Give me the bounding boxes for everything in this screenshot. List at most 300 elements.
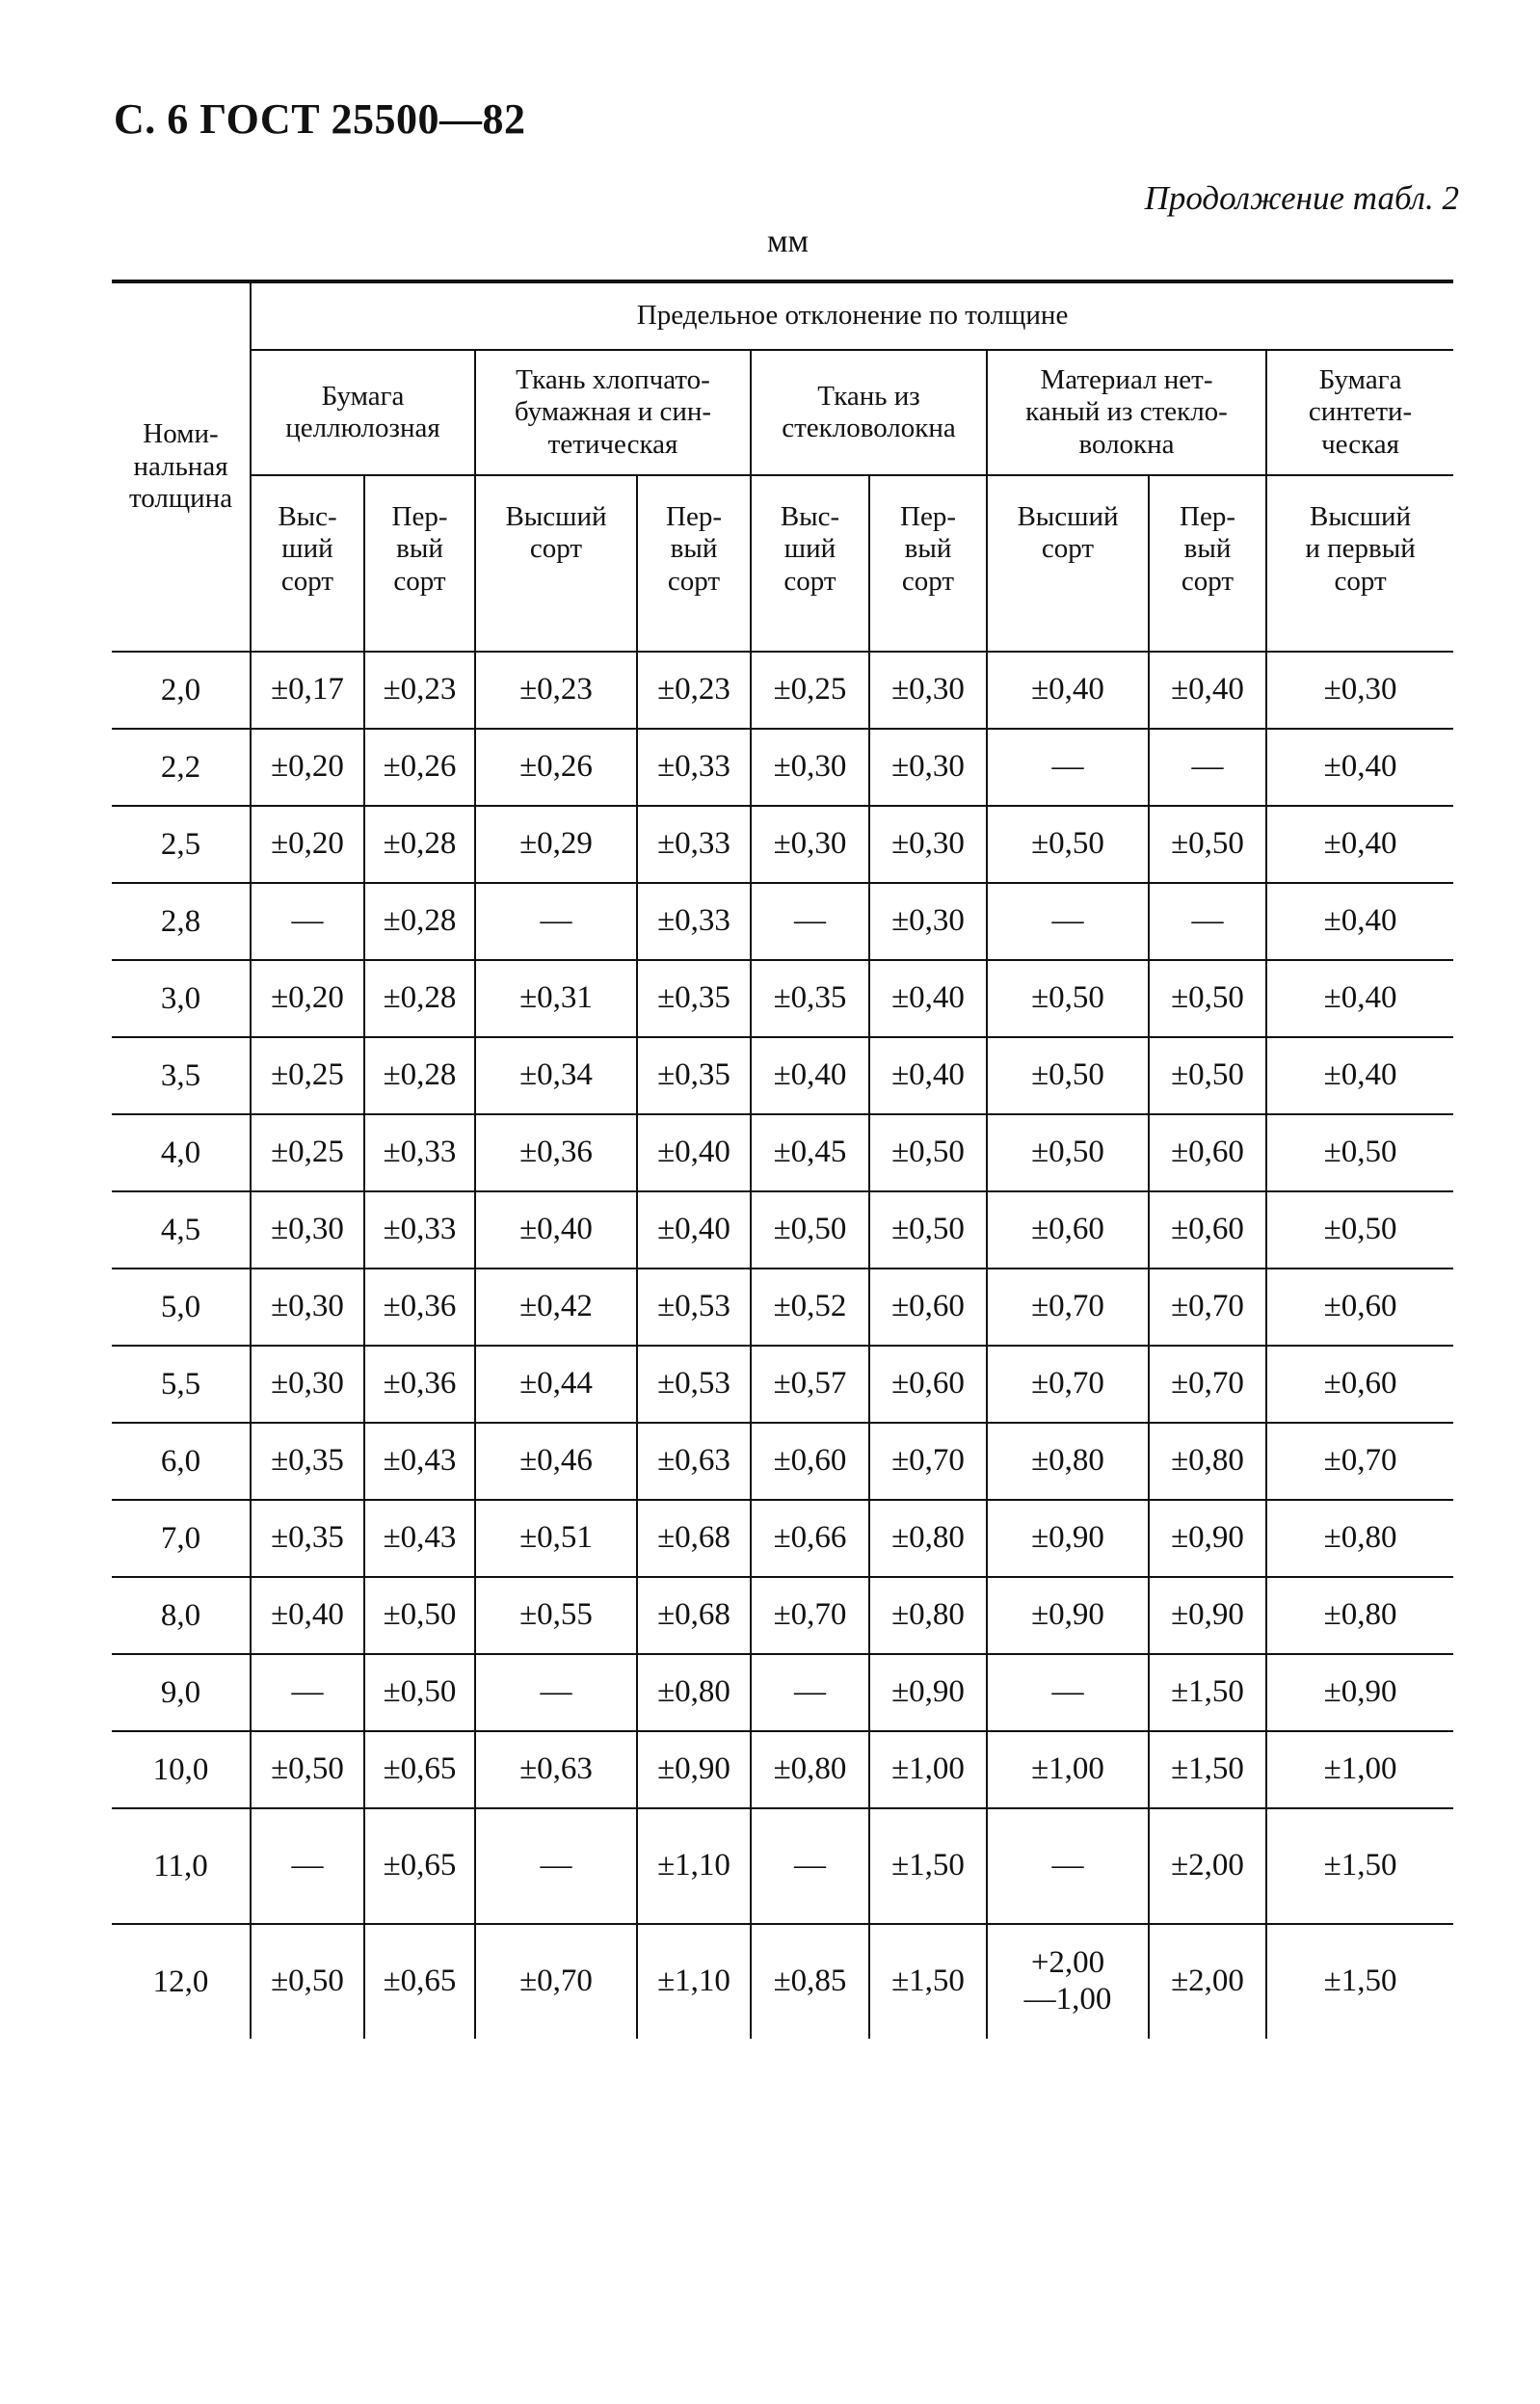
deviation-cell	[637, 1654, 751, 1731]
table-row	[112, 1346, 1453, 1423]
deviation-value: ±0,33	[657, 749, 730, 785]
deviation-value: ±0,40	[773, 1057, 847, 1093]
deviation-cell	[869, 1500, 987, 1577]
deviation-cell	[364, 1114, 475, 1191]
deviation-value: ±0,63	[519, 1751, 593, 1787]
deviation-cell	[869, 1924, 987, 2039]
deviation-value: ±0,53	[657, 1366, 730, 1402]
deviation-cell	[751, 1346, 869, 1423]
deviation-value: ±0,50	[891, 1135, 965, 1170]
deviation-value: —	[540, 1848, 572, 1883]
deviation-value: ±0,45	[773, 1135, 847, 1170]
units-label: мм	[766, 224, 810, 259]
deviation-cell	[1149, 1654, 1266, 1731]
deviation-cell	[251, 729, 364, 806]
deviation-value: ±0,68	[657, 1597, 730, 1633]
deviation-cell	[751, 960, 869, 1037]
deviation-value: ±0,50	[1031, 980, 1104, 1016]
deviation-value: ±0,43	[383, 1443, 457, 1479]
deviation-cell	[751, 1114, 869, 1191]
deviation-value: ±1,00	[1323, 1751, 1397, 1787]
deviation-value: ±0,57	[773, 1366, 847, 1402]
deviation-cell	[637, 1577, 751, 1654]
deviation-value: ±0,30	[891, 826, 965, 862]
deviation-cell	[251, 960, 364, 1037]
material-header-cotton-synthetic-fabric	[475, 350, 751, 475]
table-row	[112, 1808, 1453, 1924]
deviation-value: ±2,00	[1171, 1848, 1244, 1883]
deviation-cell	[475, 1500, 637, 1577]
table-row	[112, 1114, 1453, 1191]
deviation-value: ±1,50	[891, 1963, 965, 1999]
deviation-value: ±0,60	[1323, 1366, 1397, 1402]
deviation-value: ±0,35	[773, 980, 847, 1016]
deviation-cell	[751, 729, 869, 806]
deviation-value: ±0,28	[383, 1057, 457, 1093]
deviation-cell	[637, 1924, 751, 2039]
table-row	[112, 1924, 1453, 2039]
material-header-text: Ткань из стекловолокна	[782, 380, 956, 443]
deviation-cell	[364, 883, 475, 960]
deviation-value: ±0,30	[271, 1289, 344, 1324]
deviation-value: ±0,90	[1171, 1597, 1244, 1633]
deviation-cell	[869, 1346, 987, 1423]
deviation-value: ±0,50	[383, 1674, 457, 1710]
grade-header	[251, 475, 364, 652]
deviation-cell	[1266, 1924, 1453, 2039]
deviation-value: ±0,17	[271, 672, 344, 708]
deviation-cell	[1266, 652, 1453, 729]
table-row	[112, 1423, 1453, 1500]
deviation-cell	[475, 1731, 637, 1808]
deviation-cell	[869, 960, 987, 1037]
page-title: С. 6 ГОСТ 25500—82	[114, 95, 526, 143]
material-header-text: Бумага синтети- ческая	[1308, 363, 1413, 460]
deviation-cell	[637, 806, 751, 883]
deviation-cell	[869, 1269, 987, 1346]
deviation-cell	[251, 1731, 364, 1808]
deviation-cell	[637, 1500, 751, 1577]
deviation-cell	[475, 960, 637, 1037]
deviation-cell	[1149, 1731, 1266, 1808]
deviation-cell	[475, 1114, 637, 1191]
nominal-thickness-cell: 12,0	[112, 1924, 251, 2039]
grade-header-text: Высший и первый сорт	[1305, 501, 1416, 597]
deviation-cell	[751, 1654, 869, 1731]
deviation-cell	[475, 1654, 637, 1731]
material-header-text: Ткань хлопчато- бумажная и син- тетическая	[514, 363, 712, 460]
deviation-cell	[637, 1423, 751, 1500]
table-row	[112, 652, 1453, 729]
deviation-value: ±0,40	[1323, 903, 1397, 939]
deviation-cell	[1266, 1191, 1453, 1269]
deviation-cell	[987, 1577, 1149, 1654]
deviation-value: ±0,23	[383, 672, 457, 708]
deviation-cell	[1149, 1191, 1266, 1269]
nominal-thickness-header-text: Номи- нальная толщина	[128, 418, 233, 515]
deviation-value: —	[291, 1674, 324, 1710]
deviation-cell	[475, 1037, 637, 1114]
deviation-cell	[475, 652, 637, 729]
deviation-value: ±0,80	[891, 1597, 965, 1633]
deviation-cell	[987, 1191, 1149, 1269]
deviation-value: ±0,63	[657, 1443, 730, 1479]
deviation-cell	[475, 1269, 637, 1346]
deviation-value: ±0,25	[773, 672, 847, 708]
deviation-cell	[251, 806, 364, 883]
deviation-value: ±0,80	[1171, 1443, 1244, 1479]
deviation-cell	[364, 1654, 475, 1731]
deviation-value: ±0,90	[657, 1751, 730, 1787]
deviation-cell	[1149, 1500, 1266, 1577]
deviation-value: ±0,52	[773, 1289, 847, 1324]
deviation-value: ±0,33	[383, 1212, 457, 1247]
nominal-thickness-header	[112, 281, 251, 652]
nominal-thickness-cell: 8,0	[112, 1577, 251, 1654]
nominal-thickness-cell: 9,0	[112, 1654, 251, 1731]
nominal-thickness-cell: 3,5	[112, 1037, 251, 1114]
grade-header-text: Пер- вый сорт	[900, 501, 956, 597]
deviation-value: —	[794, 1848, 826, 1883]
nominal-thickness-cell: 11,0	[112, 1808, 251, 1924]
deviation-cell	[251, 1577, 364, 1654]
deviation-cell	[364, 1808, 475, 1924]
deviation-value: ±0,35	[271, 1443, 344, 1479]
deviation-value: ±0,90	[1031, 1520, 1104, 1556]
nominal-thickness-cell: 10,0	[112, 1731, 251, 1808]
deviation-value: ±0,36	[383, 1289, 457, 1324]
table-row	[112, 1577, 1453, 1654]
table-row	[112, 1191, 1453, 1269]
deviation-value: ±0,85	[773, 1963, 847, 1999]
grade-header	[1266, 475, 1453, 652]
deviation-value: —	[1051, 1848, 1084, 1883]
deviation-cell	[751, 1577, 869, 1654]
deviation-value: ±0,30	[891, 903, 965, 939]
deviation-value: ±0,44	[519, 1366, 593, 1402]
deviation-value: ±0,26	[383, 749, 457, 785]
deviation-cell	[1149, 1037, 1266, 1114]
deviation-cell	[364, 1423, 475, 1500]
nominal-thickness-cell: 2,0	[112, 652, 251, 729]
deviation-cell	[1149, 729, 1266, 806]
deviation-value: ±0,90	[891, 1674, 965, 1710]
table-row	[112, 883, 1453, 960]
deviation-value: ±0,50	[1171, 826, 1244, 862]
deviation-cell	[1266, 729, 1453, 806]
deviation-value: ±0,70	[891, 1443, 965, 1479]
deviation-cell	[637, 1808, 751, 1924]
deviation-cell	[1266, 806, 1453, 883]
deviation-cell	[987, 1037, 1149, 1114]
deviation-cell	[475, 729, 637, 806]
deviation-value: ±0,50	[1323, 1135, 1397, 1170]
deviation-cell	[1266, 1731, 1453, 1808]
deviation-value: ±0,70	[519, 1963, 593, 1999]
deviation-value: ±0,30	[891, 749, 965, 785]
deviation-value: ±0,42	[519, 1289, 593, 1324]
deviation-value: ±0,80	[657, 1674, 730, 1710]
deviation-value: ±0,28	[383, 826, 457, 862]
deviation-cell	[475, 806, 637, 883]
deviation-value: ±0,90	[1031, 1597, 1104, 1633]
deviation-cell	[751, 1037, 869, 1114]
deviation-value: —	[1191, 903, 1224, 939]
deviation-value: ±0,28	[383, 980, 457, 1016]
deviation-value: —	[291, 1848, 324, 1883]
table-row	[112, 1500, 1453, 1577]
grade-header-text: Пер- вый сорт	[666, 501, 722, 597]
deviation-cell	[987, 883, 1149, 960]
deviation-cell	[1266, 1346, 1453, 1423]
deviation-value: ±0,30	[271, 1212, 344, 1247]
deviation-cell	[364, 1269, 475, 1346]
deviation-cell	[364, 1346, 475, 1423]
deviation-cell	[751, 1808, 869, 1924]
deviation-cell	[1266, 1423, 1453, 1500]
nominal-thickness-cell: 5,0	[112, 1269, 251, 1346]
deviation-cell	[637, 1191, 751, 1269]
deviation-cell	[251, 1346, 364, 1423]
deviation-cell	[1149, 1423, 1266, 1500]
deviation-value: ±0,40	[657, 1135, 730, 1170]
deviation-value: ±0,35	[271, 1520, 344, 1556]
nominal-thickness-cell: 7,0	[112, 1500, 251, 1577]
deviation-value: +2,00 —1,00	[1023, 1945, 1112, 2017]
deviation-cell	[987, 806, 1149, 883]
deviation-value: —	[1191, 749, 1224, 785]
deviation-value: ±0,65	[383, 1848, 457, 1883]
deviation-value: ±0,40	[891, 980, 965, 1016]
deviation-value: —	[1051, 903, 1084, 939]
deviation-cell	[364, 729, 475, 806]
deviation-cell	[1266, 1269, 1453, 1346]
deviation-value: ±0,40	[519, 1212, 593, 1247]
deviation-value: ±0,60	[1031, 1212, 1104, 1247]
deviation-cell	[364, 652, 475, 729]
deviation-cell	[475, 1423, 637, 1500]
deviation-value: ±0,33	[383, 1135, 457, 1170]
deviation-value: ±0,70	[1323, 1443, 1397, 1479]
deviation-value: ±1,50	[891, 1848, 965, 1883]
deviation-cell	[869, 1114, 987, 1191]
deviation-value: ±0,65	[383, 1751, 457, 1787]
deviation-cell	[364, 1037, 475, 1114]
deviation-value: ±0,50	[271, 1963, 344, 1999]
deviation-value: ±1,00	[1031, 1751, 1104, 1787]
deviation-cell	[475, 1808, 637, 1924]
deviation-value: ±2,00	[1171, 1963, 1244, 1999]
deviation-cell	[251, 1191, 364, 1269]
grade-header-text: Пер- вый сорт	[1180, 501, 1235, 597]
deviation-value: ±0,30	[271, 1366, 344, 1402]
deviation-value: ±0,66	[773, 1520, 847, 1556]
deviation-value: ±0,80	[1031, 1443, 1104, 1479]
deviation-value: ±0,30	[1323, 672, 1397, 708]
deviation-cell	[364, 1924, 475, 2039]
deviation-cell	[987, 729, 1149, 806]
deviation-value: ±0,60	[1171, 1135, 1244, 1170]
deviation-value: ±0,50	[271, 1751, 344, 1787]
deviation-value: ±0,50	[1171, 980, 1244, 1016]
deviation-cell	[251, 1654, 364, 1731]
deviation-value: ±0,29	[519, 826, 593, 862]
deviation-cell	[364, 1191, 475, 1269]
table-row	[112, 1654, 1453, 1731]
deviation-value: ±0,80	[1323, 1597, 1397, 1633]
deviation-value: ±0,35	[657, 1057, 730, 1093]
deviation-value: ±1,50	[1323, 1848, 1397, 1883]
deviation-cell	[637, 960, 751, 1037]
deviation-group-header: Предельное отклонение по толщине	[251, 281, 1453, 350]
deviation-cell	[751, 1924, 869, 2039]
deviation-cell	[869, 1577, 987, 1654]
deviation-cell	[637, 1346, 751, 1423]
deviation-cell	[987, 1808, 1149, 1924]
nominal-thickness-cell: 5,5	[112, 1346, 251, 1423]
grade-header-text: Выс- ший сорт	[780, 501, 840, 597]
nominal-thickness-cell: 3,0	[112, 960, 251, 1037]
material-header-cellulose-paper	[251, 350, 475, 475]
deviation-value: ±0,70	[1171, 1289, 1244, 1324]
table-continuation-label: Продолжение табл. 2	[1144, 179, 1459, 217]
deviation-cell	[1149, 1114, 1266, 1191]
deviation-value: ±0,50	[1031, 1135, 1104, 1170]
deviation-cell	[251, 1037, 364, 1114]
deviation-value: ±0,40	[1171, 672, 1244, 708]
deviation-cell	[751, 1269, 869, 1346]
nominal-thickness-cell: 2,5	[112, 806, 251, 883]
grade-header	[869, 475, 987, 652]
deviation-cell	[987, 960, 1149, 1037]
deviation-value: ±0,60	[1323, 1289, 1397, 1324]
nominal-thickness-cell: 4,0	[112, 1114, 251, 1191]
deviation-value: ±0,35	[657, 980, 730, 1016]
deviation-cell	[987, 1654, 1149, 1731]
deviation-cell	[1266, 1808, 1453, 1924]
deviation-value: ±0,20	[271, 826, 344, 862]
material-header-nonwoven-fiberglass	[987, 350, 1266, 475]
deviation-cell	[1266, 883, 1453, 960]
deviation-value: ±0,51	[519, 1520, 593, 1556]
deviation-cell	[475, 1191, 637, 1269]
deviation-cell	[869, 1808, 987, 1924]
deviation-value: ±0,31	[519, 980, 593, 1016]
deviation-cell	[475, 883, 637, 960]
deviation-value: ±0,26	[519, 749, 593, 785]
deviation-value: ±0,60	[1171, 1212, 1244, 1247]
deviation-cell	[987, 652, 1149, 729]
deviation-cell	[1149, 1346, 1266, 1423]
deviation-value: ±0,60	[773, 1443, 847, 1479]
deviation-cell	[869, 1037, 987, 1114]
deviation-cell	[1266, 1037, 1453, 1114]
deviation-value: ±0,36	[519, 1135, 593, 1170]
deviation-cell	[751, 806, 869, 883]
deviation-value: ±1,10	[657, 1848, 730, 1883]
deviation-cell	[987, 1114, 1149, 1191]
deviation-cell	[251, 883, 364, 960]
material-header-text: Бумага целлюлозная	[285, 380, 440, 443]
deviation-value: ±1,50	[1323, 1963, 1397, 1999]
deviation-value: ±0,70	[1171, 1366, 1244, 1402]
deviation-value: ±0,23	[519, 672, 593, 708]
nominal-thickness-cell: 2,8	[112, 883, 251, 960]
deviation-cell	[251, 1500, 364, 1577]
deviation-value: ±0,50	[1031, 1057, 1104, 1093]
deviation-value: ±0,40	[657, 1212, 730, 1247]
deviation-cell	[869, 1191, 987, 1269]
deviation-value: ±0,20	[271, 980, 344, 1016]
deviation-value: ±1,10	[657, 1963, 730, 1999]
deviation-value: ±0,70	[773, 1597, 847, 1633]
deviation-cell	[1149, 1808, 1266, 1924]
deviation-cell	[364, 1500, 475, 1577]
deviation-value: ±0,65	[383, 1963, 457, 1999]
grade-header-text: Пер- вый сорт	[391, 501, 448, 597]
deviation-value: ±0,25	[271, 1057, 344, 1093]
deviation-cell	[1149, 1924, 1266, 2039]
deviation-value: ±0,23	[657, 672, 730, 708]
table-row	[112, 960, 1453, 1037]
deviation-value: ±0,53	[657, 1289, 730, 1324]
deviation-cell	[987, 1500, 1149, 1577]
deviation-cell	[1266, 1114, 1453, 1191]
deviation-cell	[251, 1924, 364, 2039]
deviation-cell	[751, 883, 869, 960]
deviation-cell	[1149, 960, 1266, 1037]
deviation-value: ±0,60	[891, 1289, 965, 1324]
deviation-value: ±0,46	[519, 1443, 593, 1479]
deviation-cell	[1266, 1500, 1453, 1577]
deviation-cell	[869, 1654, 987, 1731]
deviation-cell	[637, 1731, 751, 1808]
deviation-cell	[987, 1731, 1149, 1808]
deviation-cell	[251, 1808, 364, 1924]
deviation-cell	[869, 1731, 987, 1808]
deviation-cell	[364, 960, 475, 1037]
deviation-value: ±0,70	[1031, 1366, 1104, 1402]
deviation-cell	[751, 652, 869, 729]
material-header-fiberglass-fabric	[751, 350, 987, 475]
grade-header	[475, 475, 637, 652]
deviation-value: ±0,68	[657, 1520, 730, 1556]
grade-header-text: Высший сорт	[505, 501, 607, 565]
table-row	[112, 729, 1453, 806]
deviation-cell	[251, 1269, 364, 1346]
deviation-value: ±0,90	[1171, 1520, 1244, 1556]
deviation-value: ±1,00	[891, 1751, 965, 1787]
deviation-value: ±0,28	[383, 903, 457, 939]
deviation-cell	[251, 652, 364, 729]
deviation-cell	[869, 652, 987, 729]
deviation-cell	[869, 806, 987, 883]
deviation-value: ±0,36	[383, 1366, 457, 1402]
deviation-cell	[364, 806, 475, 883]
deviation-cell	[869, 729, 987, 806]
deviation-cell	[751, 1191, 869, 1269]
deviation-value: ±0,43	[383, 1520, 457, 1556]
deviation-value: ±0,80	[891, 1520, 965, 1556]
deviation-cell	[751, 1423, 869, 1500]
deviation-value: ±0,40	[891, 1057, 965, 1093]
grade-header-text: Выс- ший сорт	[278, 501, 337, 597]
deviation-cell	[1149, 1269, 1266, 1346]
deviation-value: ±0,80	[773, 1751, 847, 1787]
nominal-thickness-cell: 2,2	[112, 729, 251, 806]
deviation-cell	[987, 1346, 1149, 1423]
grade-header	[751, 475, 869, 652]
